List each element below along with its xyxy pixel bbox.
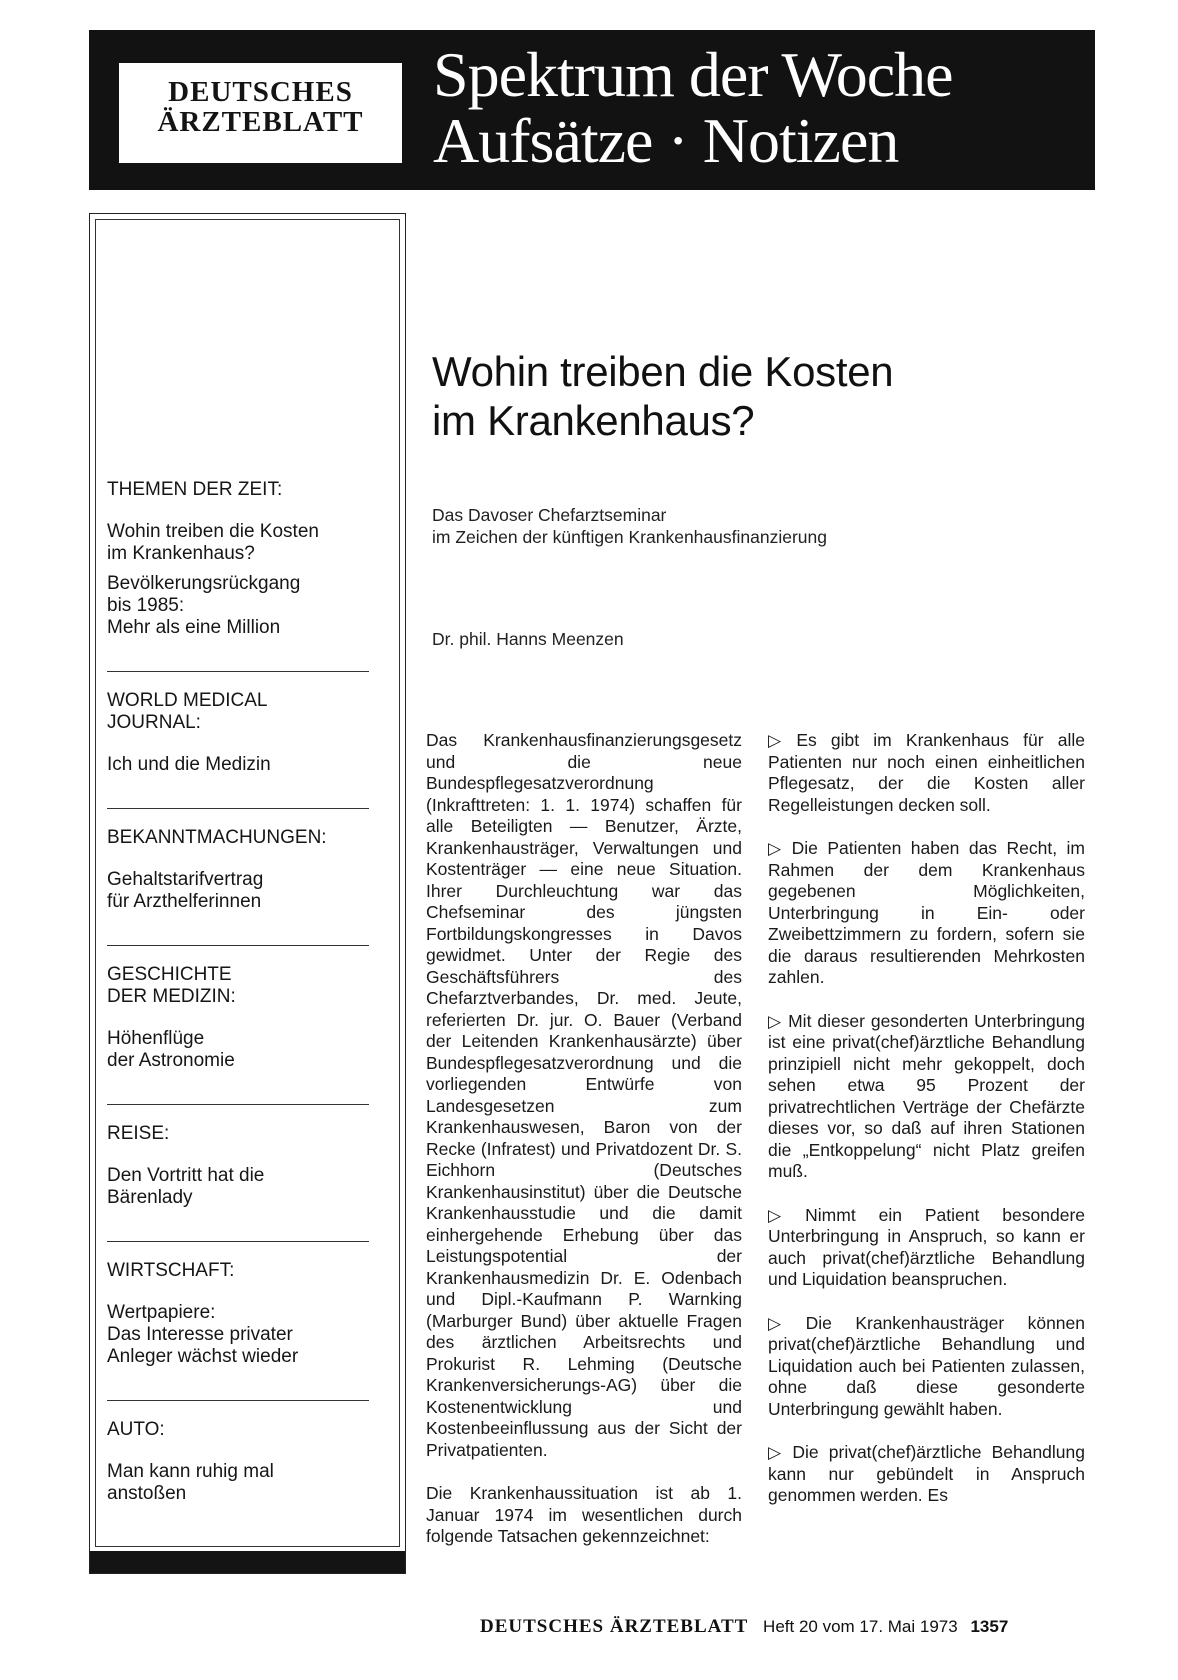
list-item-text: Nimmt ein Patient besondere Unterbringung in Anspruch, so kann er auch privat(chef)ärztliche Behandlung und Liquidation beanspruchen. [768, 1204, 1085, 1289]
toc-divider [107, 945, 369, 946]
footer-publication: DEUTSCHES ÄRZTEBLATT [480, 1616, 749, 1637]
toc-item: Wohin treiben die Kosten im Krankenhaus? [107, 521, 319, 564]
toc-divider [107, 1241, 369, 1242]
list-item-text: Die Patienten haben das Recht, im Rahmen der dem Krankenhaus gegebenen Möglichkeiten, Unterbringung in Ein- oder Zweibettzimmern zu fordern, sofern sie die daraus resultierenden Mehrkosten zahlen. [768, 838, 1085, 987]
list-item [768, 730, 1085, 816]
toc-item: Bevölkerungsrückgang bis 1985: Mehr als eine Million [107, 573, 301, 638]
page-number: 1357 [970, 1617, 1009, 1636]
toc-category: THEMEN DER ZEIT: [107, 479, 283, 500]
list-item-text: Es gibt im Krankenhaus für alle Patienten nur noch einen einheitlichen Pflegesatz, der die Kosten aller Regelleistungen decken soll. [768, 730, 1085, 815]
article-title-line-1: Wohin treiben die Kosten [432, 348, 894, 395]
list-item-text: Die Krankenhausträger können privat(chef)ärztliche Behandlung und Liquidation auch bei Patienten zulassen, ohne daß diese gesonderte Unterbringung gewählt haben. [768, 1312, 1085, 1419]
toc-category: REISE: [107, 1123, 170, 1144]
list-item-text: Mit dieser gesonderten Unterbringung ist eine privat(chef)ärztliche Behandlung prinzipiell nicht mehr gekoppelt, doch sehen etwa 95 Prozent der privatrechtlichen Verträge der Chefärzte dieses vor, so daß auf ihren Stationen die „Entkoppelung“ nicht Platz greifen muß. [768, 1010, 1085, 1181]
toc-divider [107, 808, 369, 809]
footer-issue: Heft 20 vom 17. Mai 1973 [763, 1617, 958, 1636]
toc-section [107, 964, 372, 1090]
article-paragraph: Die Krankenhaussituation ist ab 1. Januar 1974 im wesentlichen durch folgende Tatsachen gekennzeichnet: [426, 1483, 742, 1546]
article-title-line-2: im Krankenhaus? [432, 397, 755, 444]
triangle-bullet-icon: ▷ [768, 1443, 787, 1462]
header-banner [89, 30, 1095, 190]
article-subtitle-line-1: Das Davoser Chefarztseminar [432, 505, 667, 525]
article-column-1 [426, 730, 742, 1570]
toc-section [107, 1419, 372, 1523]
list-item-text: Die privat(chef)ärztliche Behandlung kann nur gebündelt in Anspruch genommen werden. Es [768, 1442, 1086, 1505]
logo-line-1: DEUTSCHES [168, 76, 353, 108]
toc-category: AUTO: [107, 1419, 165, 1440]
triangle-bullet-icon: ▷ [768, 731, 791, 750]
logo-line-2: ÄRZTEBLATT [157, 106, 364, 138]
page-footer [480, 1616, 1085, 1638]
article-title [432, 347, 893, 445]
toc-item: Gehaltstarifvertrag für Arzthelferinnen [107, 869, 264, 912]
triangle-bullet-icon: ▷ [768, 839, 786, 858]
list-item [768, 1313, 1085, 1421]
table-of-contents [107, 479, 372, 1523]
article-column-2 [768, 730, 1085, 1529]
toc-category: GESCHICHTE DER MEDIZIN: [107, 964, 236, 1007]
section-title-line-2: Aufsätze · Notizen [433, 105, 899, 176]
toc-item: Höhenflüge der Astronomie [107, 1028, 235, 1071]
triangle-bullet-icon: ▷ [768, 1313, 800, 1333]
contents-sidebar [89, 213, 406, 1574]
sidebar-bottom-bar [90, 1551, 405, 1573]
triangle-bullet-icon: ▷ [768, 1205, 800, 1225]
toc-section [107, 690, 372, 794]
article-author: Dr. phil. Hanns Meenzen [432, 629, 624, 649]
publication-logo [119, 63, 402, 163]
list-item [768, 1205, 1085, 1291]
toc-item: Man kann ruhig mal anstoßen [107, 1461, 274, 1504]
toc-category: WORLD MEDICAL JOURNAL: [107, 690, 268, 733]
article-subtitle [432, 504, 827, 548]
triangle-bullet-icon: ▷ [768, 1011, 783, 1031]
toc-item: Ich und die Medizin [107, 754, 271, 775]
toc-section [107, 1260, 372, 1386]
toc-divider [107, 1104, 369, 1105]
article-subtitle-line-2: im Zeichen der künftigen Krankenhausfinanzierung [432, 527, 827, 547]
toc-section [107, 479, 372, 657]
section-title [433, 39, 953, 176]
article-paragraph: Das Krankenhausfinanzierungsgesetz und die neue Bundespflegesatzverordnung (Inkrafttreten: 1. 1. 1974) schaffen für alle Beteiligten — Benutzer, Ärzte, Krankenhausträger, Verwaltungen und Kostenträger — eine neue Situation. Ihrer Durchleuchtung war das Chefseminar des jüngsten Fortbildungskongresses in Davos gewidmet. Unter der Regie des Geschäftsführers des Chefarztverbandes, Dr. med. Jeute, referierten Dr. jur. O. Bauer (Verband der Leitenden Krankenhausärzte) über Bundespflegesatzverordnung und die vorliegenden Entwürfe von Landesgesetzen zum Krankenhauswesen, Baron von der Recke (Infratest) und Privatdozent Dr. S. Eichhorn (Deutsches Krankenhausinstitut) über die Deutsche Krankenhausstudie und die damit einhergehende Erhebung über das Leistungspotential der Krankenhausmedizin Dr. E. Odenbach und Dipl.-Kaufmann P. Warnking (Marburger Bund) über aktuelle Fragen des ärztlichen Arbeitsrechts und Prokurist R. Lehming (Deutsche Krankenversicherungs-AG) über die Kostenentwicklung und Kostenbeeinflussung aus der Sicht der Privatpatienten. [426, 730, 742, 1460]
list-item [768, 1442, 1085, 1507]
toc-category: BEKANNTMACHUNGEN: [107, 827, 327, 848]
toc-section [107, 1123, 372, 1227]
section-title-line-1: Spektrum der Woche [433, 39, 953, 110]
list-item [768, 838, 1085, 989]
toc-divider [107, 1400, 369, 1401]
toc-category: WIRTSCHAFT: [107, 1260, 235, 1281]
toc-item: Wertpapiere: Das Interesse privater Anleger wächst wieder [107, 1302, 299, 1367]
list-item [768, 1011, 1085, 1183]
toc-divider [107, 671, 369, 672]
toc-section [107, 827, 372, 931]
toc-item: Den Vortritt hat die Bärenlady [107, 1165, 265, 1208]
